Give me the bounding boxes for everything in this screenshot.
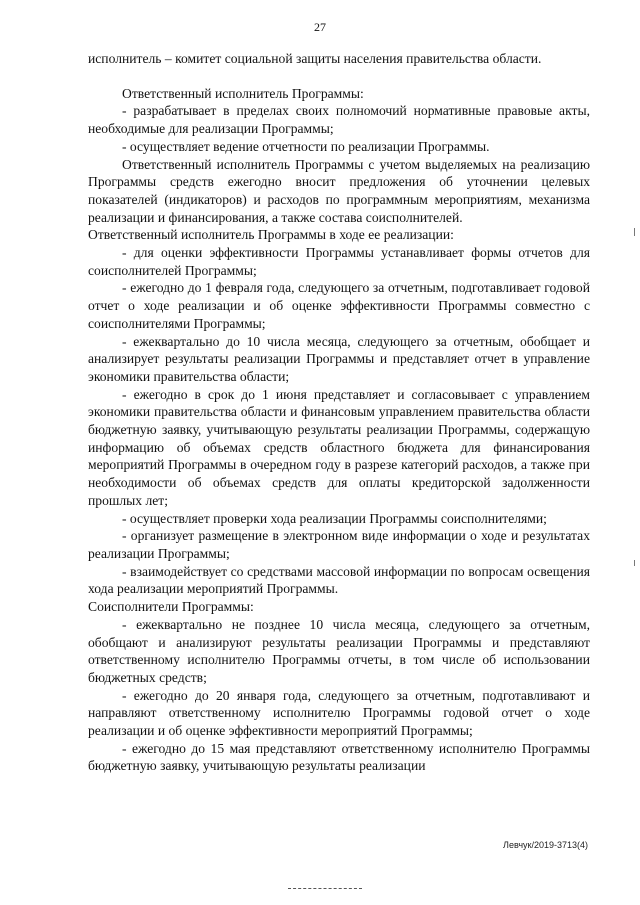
page-number: 27 <box>314 20 326 34</box>
paragraph-coexecutors-quarterly: - ежеквартально не позднее 10 числа месяца, следующего за отчетным, обобщают и анализируют результаты реализации Программы и представляют ответственному исполнителю Программы отчеты, в том числе об использовании бюджетных средств; <box>88 616 590 685</box>
document-body <box>88 50 590 775</box>
paragraph-budget-request: - ежегодно в срок до 1 июня представляет и согласовывает с управлением экономики правительства области и финансовым управлением правительства области бюджетную заявку, учитывающую результаты реализации Программы, содержащую информацию об объемах средств областного бюджета для финансирования мероприятий Программы в очередном году в разрезе категорий расходов, а также при необходимости об объемах средств для оплаты кредиторской задолженности прошлых лет; <box>88 386 590 508</box>
document-registration-code: Левчук/2019-3713(4) <box>503 840 588 850</box>
paragraph-proposals: Ответственный исполнитель Программы с учетом выделяемых на реализацию Программы средств ежегодно вносит предложения об уточнении целевых показателей (индикаторов) и расходов по программным мероприятиям, механизма реализации и финансирования, а также состава соисполнителей. <box>88 156 590 225</box>
paragraph-coexecutors-heading: Соисполнители Программы: <box>88 599 254 615</box>
paragraph-quarterly-report: - ежеквартально до 10 числа месяца, следующего за отчетным, обобщает и анализирует результаты реализации Программы и представляет отчет в управление экономики правительства области; <box>88 333 590 384</box>
paragraph-inspections: - осуществляет проверки хода реализации Программы соисполнителями; <box>122 510 547 526</box>
paragraph-develops-acts: - разрабатывает в пределах своих полномочий нормативные правовые акты, необходимые для реализации Программы; <box>88 103 590 137</box>
paragraph-executor-definition: исполнитель – комитет социальной защиты населения правительства области. <box>88 51 542 66</box>
paragraph-responsible-heading: Ответственный исполнитель Программы: <box>122 85 364 101</box>
footer-divider <box>288 888 362 889</box>
paragraph-annual-report: - ежегодно до 1 февраля года, следующего за отчетным, подготавливает годовой отчет о ходе реализации и об оценке эффективности Программы совместно с соисполнителями Программы; <box>88 280 590 331</box>
paragraph-report-forms: - для оценки эффективности Программы устанавливает формы отчетов для соисполнителей Программы; <box>88 245 590 278</box>
paragraph-maintains-reporting: - осуществляет ведение отчетности по реализации Программы. <box>122 138 490 154</box>
paragraph-electronic-publication: - организует размещение в электронном виде информации о ходе и результатах реализации Программы; <box>88 528 590 561</box>
paragraph-coexecutors-annual: - ежегодно до 20 января года, следующего за отчетным, подготавливают и направляют ответственному исполнителю Программы годовой отчет о ходе реализации и об оценке эффективности мероприятий Программы; <box>88 687 590 739</box>
scan-artifact-mark <box>634 560 635 566</box>
paragraph-coexecutors-budget: - ежегодно до 15 мая представляют ответственному исполнителю Программы бюджетную заявку, учитывающую результаты реализации <box>88 740 590 774</box>
paragraph-during-implementation: Ответственный исполнитель Программы в ходе ее реализации: <box>88 227 454 243</box>
paragraph-media-interaction: - взаимодействует со средствами массовой информации по вопросам освещения хода реализации мероприятий Программы. <box>88 563 590 597</box>
scan-artifact-mark <box>634 228 635 236</box>
